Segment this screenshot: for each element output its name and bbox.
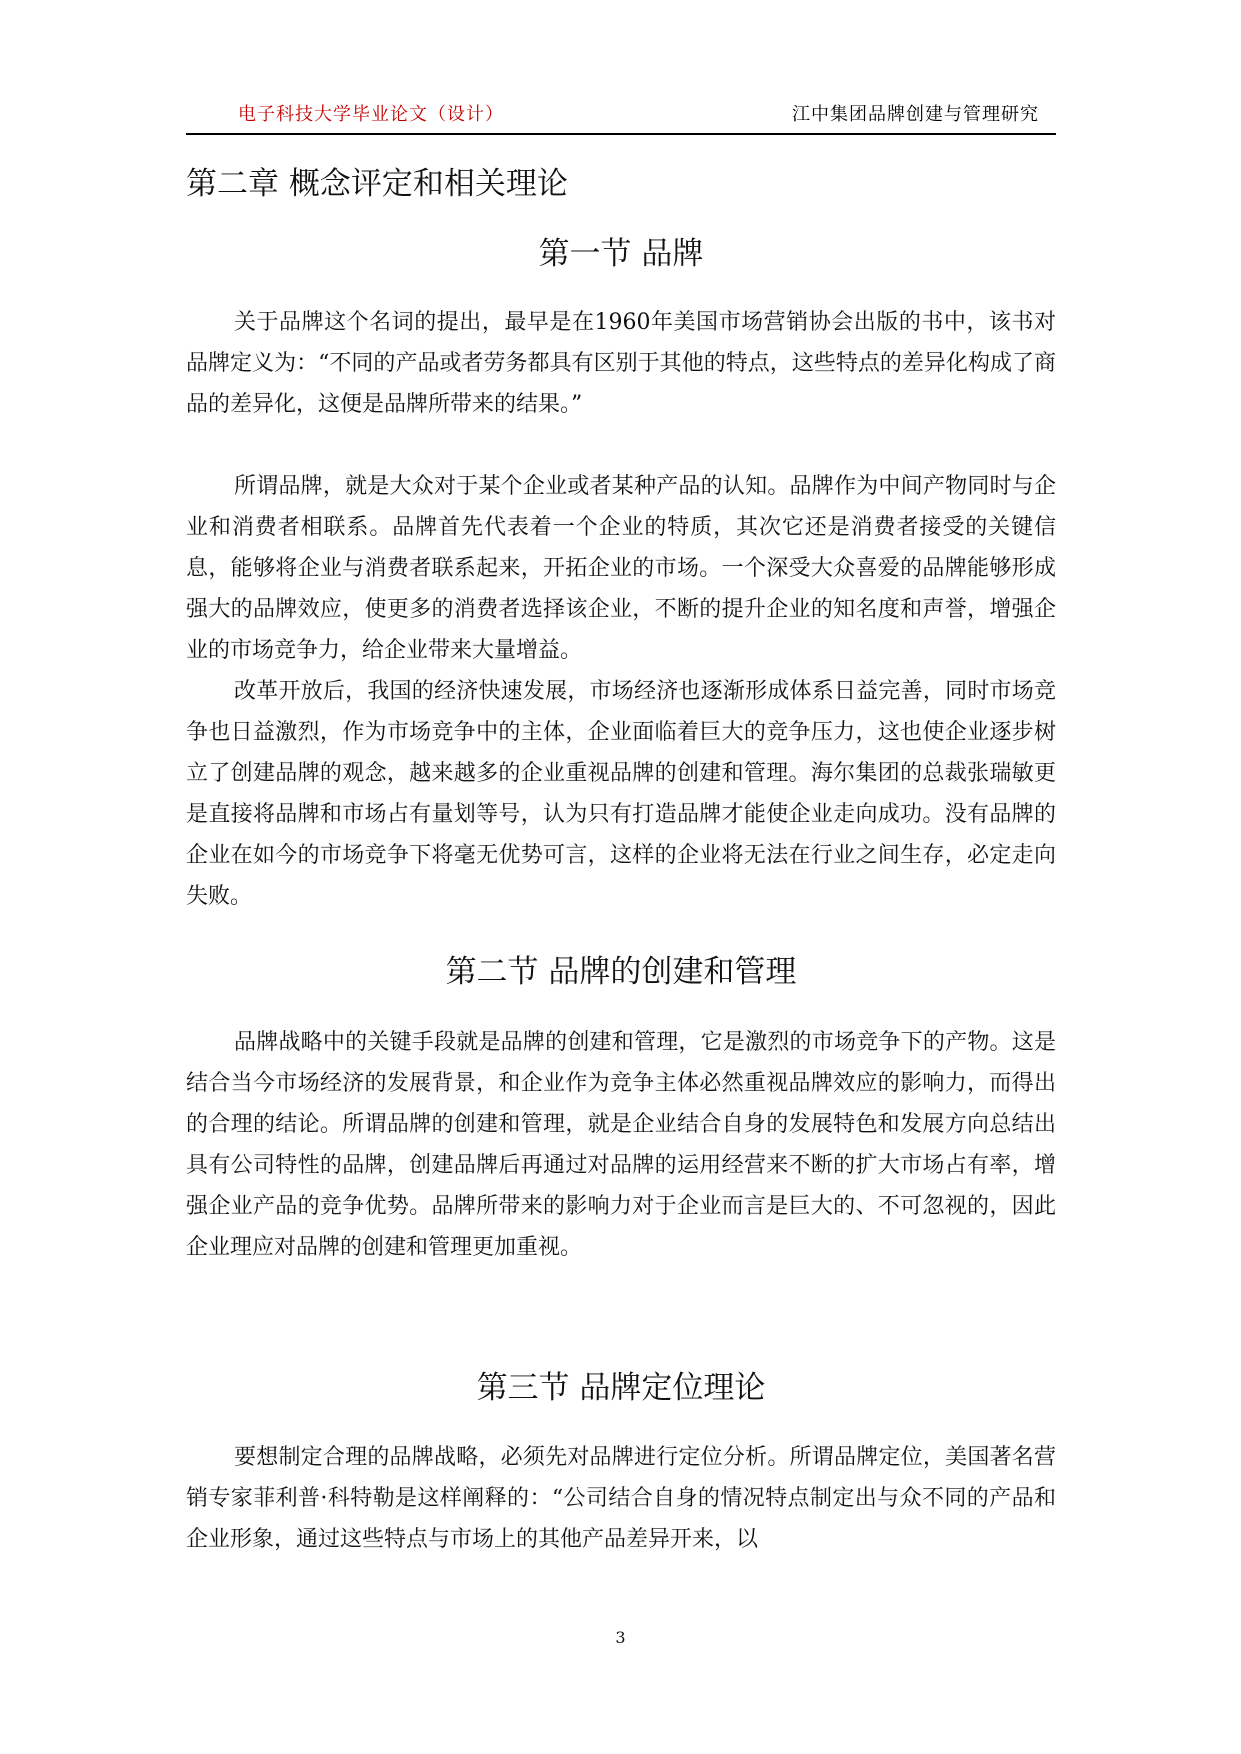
chapter-title: 第二章 概念评定和相关理论 [186,166,568,202]
header-thesis-label: 电子科技大学毕业论文（设计） [238,104,504,125]
section-title-1: 第一节 品牌 [538,236,704,272]
page-number: 3 [615,1628,626,1647]
section-title-2: 第二节 品牌的创建和管理 [445,954,797,990]
section-3-paragraph-1: 要想制定合理的品牌战略，必须先对品牌进行定位分析。所谓品牌定位，美国著名营销专家菲利普·科特勒是这样阐释的：“公司结合自身的情况特点制定出与众不同的产品和企业形象，通过这些特点与市场上的其他产品差异开来，以 [186,1445,1056,1552]
section-1-paragraph-1: 关于品牌这个名词的提出，最早是在1960年美国市场营销协会出版的书中，该书对品牌定义为：“不同的产品或者劳务都具有区别于其他的特点，这些特点的差异化构成了商品的差异化，这便是品牌所带来的结果。” [186,310,1056,417]
header-divider [186,133,1056,135]
section-1-paragraph-2: 所谓品牌，就是大众对于某个企业或者某种产品的认知。品牌作为中间产物同时与企业和消费者相联系。品牌首先代表着一个企业的特质，其次它还是消费者接受的关键信息，能够将企业与消费者联系起来，开拓企业的市场。一个深受大众喜爱的品牌能够形成强大的品牌效应，使更多的消费者选择该企业，不断的提升企业的知名度和声誉，增强企业的市场竞争力，给企业带来大量增益。 [186,474,1056,663]
section-1-paragraph-3: 改革开放后，我国的经济快速发展，市场经济也逐渐形成体系日益完善，同时市场竞争也日益激烈，作为市场竞争中的主体，企业面临着巨大的竞争压力，这也使企业逐步树立了创建品牌的观念，越来越多的企业重视品牌的创建和管理。海尔集团的总裁张瑞敏更是直接将品牌和市场占有量划等号，认为只有打造品牌才能使企业走向成功。没有品牌的企业在如今的市场竞争下将毫无优势可言，这样的企业将无法在行业之间生存，必定走向失败。 [186,679,1056,909]
header-paper-title: 江中集团品牌创建与管理研究 [792,104,1039,125]
section-title-3: 第三节 品牌定位理论 [476,1370,766,1406]
section-2-paragraph-1: 品牌战略中的关键手段就是品牌的创建和管理，它是激烈的市场竞争下的产物。这是结合当今市场经济的发展背景，和企业作为竞争主体必然重视品牌效应的影响力，而得出的合理的结论。所谓品牌的创建和管理，就是企业结合自身的发展特色和发展方向总结出具有公司特性的品牌，创建品牌后再通过对品牌的运用经营来不断的扩大市场占有率，增强企业产品的竞争优势。品牌所带来的影响力对于企业而言是巨大的、不可忽视的，因此企业理应对品牌的创建和管理更加重视。 [186,1030,1056,1260]
